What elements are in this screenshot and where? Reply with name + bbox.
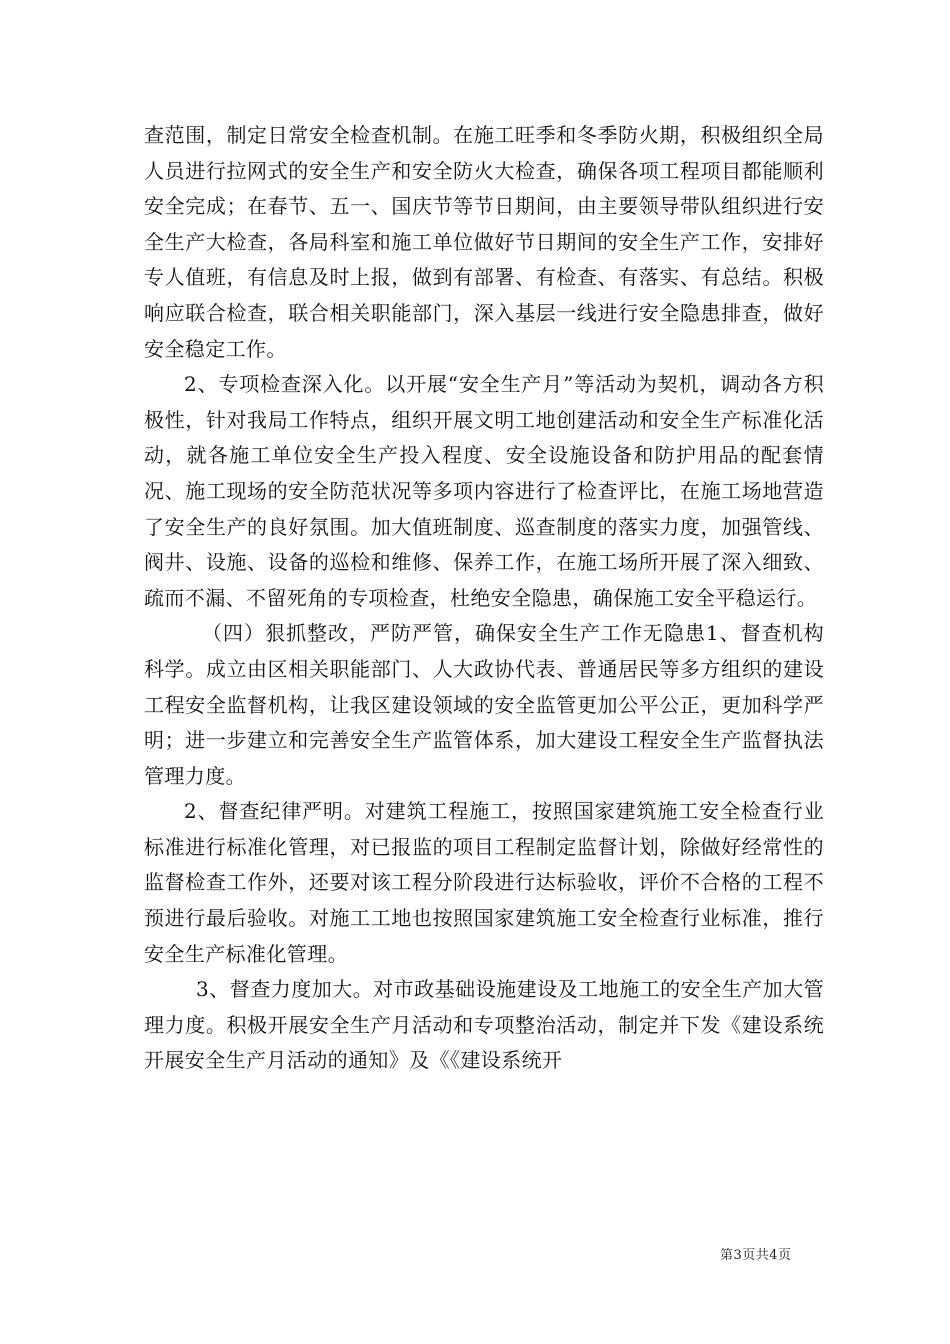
document-body — [144, 118, 824, 1079]
paragraph-rectification: （四）狠抓整改，严防严管，确保安全生产工作无隐患1、督查机构科学。成立由区相关职能部门、人大政协代表、普通居民等多方组织的建设工程安全监督机构，让我区建设领域的安全监管更加公平公正，更加科学严明；进一步建立和完善安全生产监管体系，加大建设工程安全生产监督执法管理力度。 — [144, 621, 824, 788]
page-number-footer: 第3页共4页 — [720, 1248, 792, 1263]
paragraph-special-inspection: 2、专项检查深入化。以开展“安全生产月”等活动为契机，调动各方积极性，针对我局工作特点，组织开展文明工地创建活动和安全生产标准化活动，就各施工单位安全生产投入程度、安全设施设备和防护用品的配套情况、施工现场的安全防范状况等多项内容进行了检查评比，在施工场地营造了安全生产的良好氛围。加大值班制度、巡查制度的落实力度，加强管线、阀井、设施、设备的巡检和维修、保养工作，在施工场所开展了深入细致、疏而不漏、不留死角的专项检查，杜绝安全隐患，确保施工安全平稳运行。 — [144, 372, 824, 610]
paragraph-continuation: 查范围，制定日常安全检查机制。在施工旺季和冬季防火期，积极组织全局人员进行拉网式的安全生产和安全防火大检查，确保各项工程项目都能顺利安全完成；在春节、五一、国庆节等节日期间，由主要领导带队组织进行安全生产大检查，各局科室和施工单位做好节日期间的安全生产工作，安排好专人值班，有信息及时上报，做到有部署、有检查、有落实、有总结。积极响应联合检查，联合相关职能部门，深入基层一线进行安全隐患排查，做好安全稳定工作。 — [144, 123, 824, 361]
paragraph-discipline: 2、督查纪律严明。对建筑工程施工，按照国家建筑施工安全检查行业标准进行标准化管理，对已报监的项目工程制定监督计划，除做好经常性的监督检查工作外，还要对该工程分阶段进行达标验收，评价不合格的工程不预进行最后验收。对施工工地也按照国家建筑施工安全检查行业标准，推行安全生产标准化管理。 — [144, 799, 824, 966]
paragraph-intensity: 3、督查力度加大。对市政基础设施建设及工地施工的安全生产加大管理力度。积极开展安全生产月活动和专项整治活动，制定并下发《建设系统开展安全生产月活动的通知》及《《建设系统开 — [144, 977, 824, 1073]
